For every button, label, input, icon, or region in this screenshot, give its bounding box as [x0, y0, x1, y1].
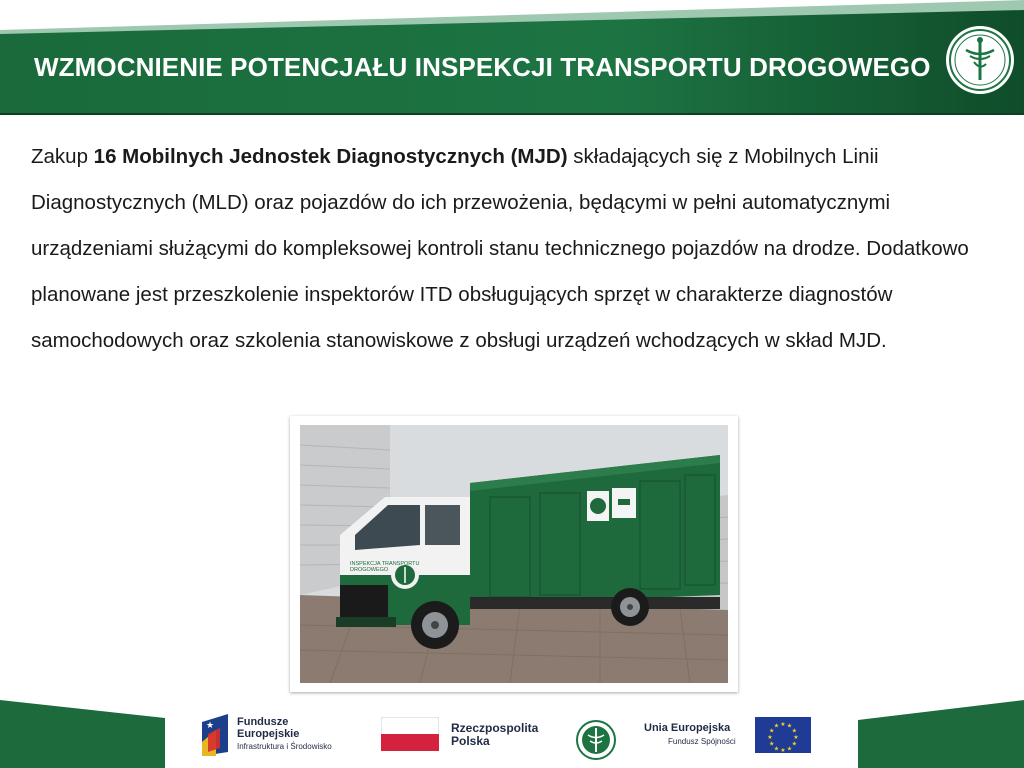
- polish-flag-icon: [381, 717, 439, 751]
- itd-footer-emblem-icon: [576, 715, 616, 765]
- description-paragraph: [31, 134, 991, 364]
- eu-flag-icon: [755, 717, 811, 753]
- fe-line1: Fundusze: [237, 716, 289, 728]
- truck-photo-frame: [290, 416, 738, 692]
- svg-text:★: ★: [791, 727, 797, 735]
- svg-text:★: ★: [780, 747, 786, 753]
- logo-rzeczpospolita-polska: [381, 710, 551, 760]
- svg-text:★: ★: [769, 727, 775, 735]
- funding-logos-bar: [198, 710, 818, 760]
- mobile-diagnostic-truck-photo: [300, 425, 728, 683]
- slide-header: [0, 0, 1024, 116]
- svg-text:★: ★: [780, 721, 786, 728]
- description-rest: składających się z Mobilnych Linii Diagnostycznych (MLD) oraz pojazdów do ich przewożenia, będącymi w pełni automatycznymi urządzeniami służącymi do kompleksowej kontroli stanu technicznego pojazdów na drodze. Dodatkowo planowane jest przeszkolenie inspektorów ITD obsługujących sprzęt w charakterze diagnostów samochodowych oraz szkolenia stanowiskowe z obsługi urządzeń wchodzących w skład MJD.: [31, 145, 969, 352]
- description-lead: Zakup: [31, 145, 94, 168]
- svg-text:★: ★: [206, 721, 215, 731]
- svg-text:★: ★: [786, 745, 793, 753]
- footer-right-band: [858, 700, 1024, 768]
- svg-text:★: ★: [773, 745, 780, 753]
- svg-text:★: ★: [767, 734, 773, 741]
- cab-text-1: INSPEKCJA TRANSPORTU: [350, 561, 420, 567]
- footer-left-band: [0, 700, 170, 768]
- fe-line2: Europejskie: [237, 728, 300, 740]
- itd-emblem-icon: [944, 24, 1016, 96]
- fe-line3: Infrastruktura i Środowisko: [237, 742, 332, 751]
- svg-text:★: ★: [786, 722, 793, 730]
- logo-fundusze-europejskie: [198, 710, 348, 760]
- svg-text:★: ★: [769, 740, 775, 748]
- fundusze-europejskie-icon: [198, 712, 232, 756]
- rp-line1: Rzeczpospolita: [451, 721, 539, 735]
- ue-line2: Fundusz Spójności: [668, 737, 736, 746]
- description-highlight: 16 Mobilnych Jednostek Diagnostycznych (MJD): [93, 145, 568, 168]
- cab-text-2: DROGOWEGO: [350, 567, 389, 573]
- logo-unia-europejska: [644, 710, 814, 760]
- page-title: WZMOCNIENIE POTENCJAŁU INSPEKCJI TRANSPORTU DROGOWEGO: [34, 52, 931, 82]
- ue-line1: Unia Europejska: [644, 722, 731, 734]
- svg-text:★: ★: [793, 734, 799, 741]
- svg-text:★: ★: [773, 722, 780, 730]
- svg-text:★: ★: [791, 740, 797, 748]
- rp-line2: Polska: [451, 734, 490, 748]
